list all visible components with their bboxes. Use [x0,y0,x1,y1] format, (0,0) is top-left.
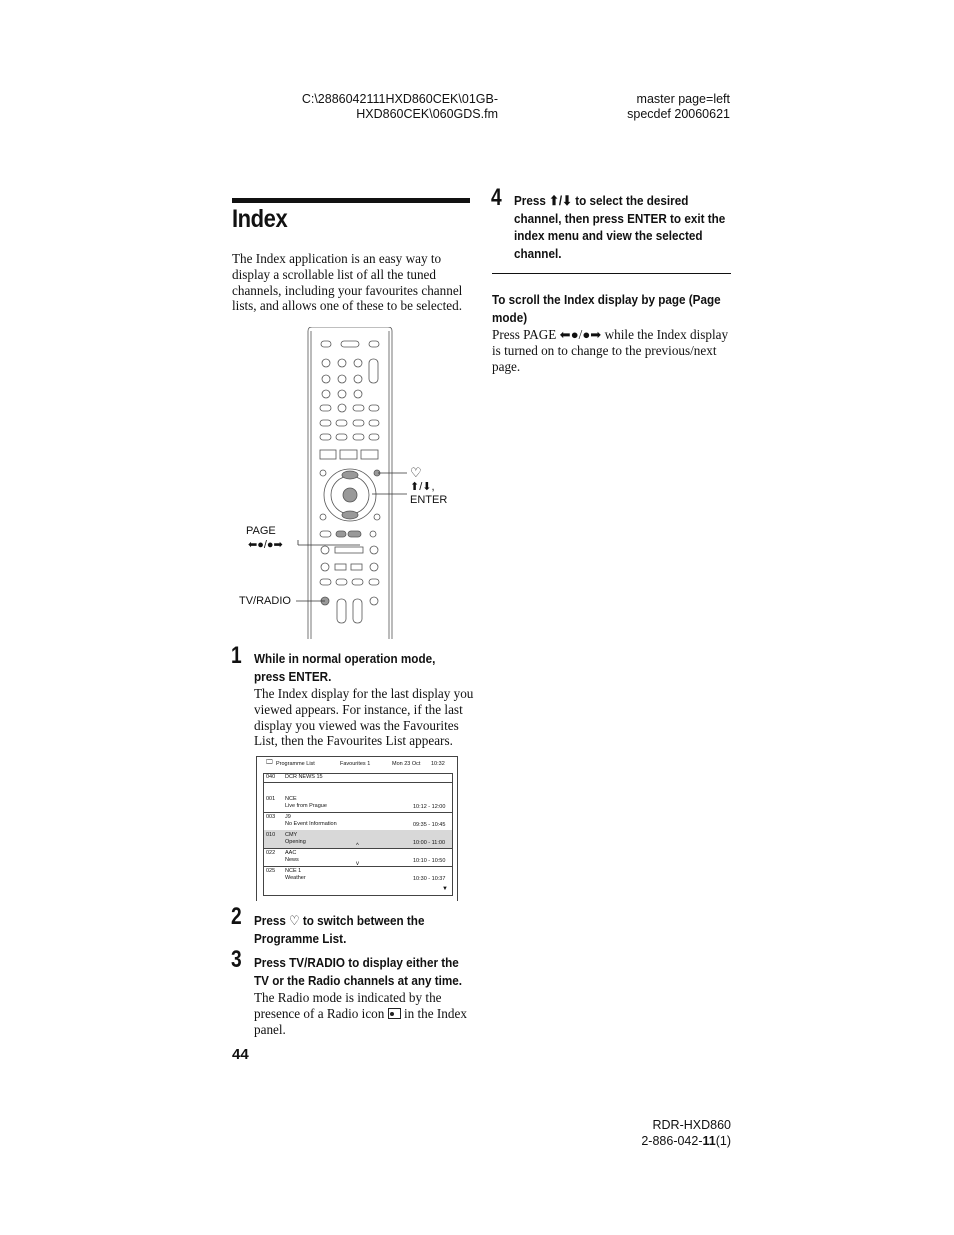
step-heading [514,192,725,262]
step-body [254,990,474,1037]
step-heading-line: channel. [514,245,562,261]
file-path-line1: C:\2886042111HXD860CEK\01GB- [301,92,498,106]
current-channel-row [264,774,452,783]
list-item [264,812,452,831]
subsection-body-line: is turned on to change to the previous/next [492,342,717,358]
master-page-line1: master page=left [636,92,730,106]
subsection-heading [492,291,721,326]
step-body-line: List, then the Favourites List appears. [254,733,453,749]
step-heading-line: Press TV/RADIO to display either the [254,955,459,970]
step-heading [254,650,435,685]
file-path-line2: HXD860CEK\060GDS.fm [356,107,498,121]
step-heading-line: index menu and view the selected [514,228,703,243]
tv-icon: 🖵 [266,759,273,766]
step-number: 1 [231,642,242,669]
step-heading-line [254,912,424,930]
channel-number: 025 [266,868,276,874]
programme-times: 10:00 - 11:00 [413,840,446,846]
programme-list-title: Programme List [276,761,315,767]
page-arrows-label: ⬅●/●➡ [248,539,283,551]
scroll-down-icon: ▼ [442,886,448,892]
intro-line: channels, including your favourites channel [232,282,463,298]
step-heading-line: channel, then press ENTER to exit the [514,210,726,226]
intro-line: display a scrollable list of all the tuned [232,266,436,282]
section-divider [492,273,731,274]
document-code-suffix: (1) [715,1134,731,1148]
intro-line: The Index application is an easy way to [232,251,442,266]
channel-number: 040 [266,774,276,780]
channel-number: 003 [266,814,276,820]
step-heading [254,912,424,947]
channel-name: AAC [285,850,297,856]
footer-model-info [560,1117,731,1149]
intro-line: lists, and allows one of these to be selected. [232,298,462,314]
list-item [264,794,452,813]
screen-date: Mon 23 Oct [392,761,421,767]
channel-name: J9 [285,814,291,820]
document-code-bold: 11 [702,1134,716,1148]
programme-times: 10:30 - 10:37 [413,876,446,882]
step-number: 3 [231,946,242,973]
master-page-line2: specdef 20060621 [627,107,730,121]
subsection-heading-line: To scroll the Index display by page (Page [492,292,721,307]
step-heading-line: Programme List. [254,930,347,946]
file-path [250,92,498,122]
heart-icon: ♡ [410,465,422,480]
step-body [254,686,474,749]
step-number: 4 [491,184,502,211]
step-body-line: viewed appears. For instance, if the last [254,701,463,717]
step-body-line: The Radio mode is indicated by the [254,990,442,1005]
step-number: 2 [231,903,242,930]
step-heading [254,954,462,989]
screen-time: 10:32 [431,761,445,767]
radio-icon [388,1008,401,1019]
index-screen-header [257,756,457,771]
cursor-up-indicator: ^ [356,843,359,849]
step-body-line: The Index display for the last display you [254,686,474,701]
cursor-down-indicator: v [356,861,359,867]
step-heading-line: press ENTER. [254,668,332,684]
model-number: RDR-HXD860 [652,1118,731,1132]
step-heading-line: Press ⬆/⬇ to select the desired [514,193,689,208]
intro-paragraph [232,251,472,314]
step-body-text: in the Index [400,1005,467,1021]
heart-icon: ♡ [289,913,300,928]
channel-list-frame [263,773,453,896]
step-heading-line: While in normal operation mode, [254,651,436,666]
programme-name: No Event Information [285,821,337,827]
master-page-info [560,92,730,122]
programme-name: News [285,857,299,863]
step-heading-text: to switch between the [299,913,425,928]
step-body-line [254,1006,474,1022]
step-heading-line: TV or the Radio channels at any time. [254,972,463,988]
title-rule [232,198,470,203]
document-code-prefix: 2-886-042- [641,1134,703,1148]
subsection-heading-line: mode) [492,309,528,325]
channel-name: NCE 1 [285,868,302,874]
enter-label: ENTER [410,494,448,506]
programme-times: 10:12 - 12:00 [413,804,446,810]
channel-number: 010 [266,832,276,838]
step-body-text: presence of a Radio icon [254,1005,385,1021]
step-heading-text: Press [254,913,290,928]
subsection-body-line: page. [492,358,521,374]
channel-name: DCR NEWS 15 [285,774,323,780]
programme-name: Live from Prague [285,803,327,809]
index-screen-illustration [256,756,458,901]
updown-arrows-label: ⬆/⬇, [410,481,435,493]
programme-name: Weather [285,875,306,881]
programme-times: 10:10 - 10:50 [413,858,446,864]
channel-name: NCE [285,796,297,802]
page-title: Index [232,205,288,233]
tvradio-label: TV/RADIO [239,595,291,607]
page-label: PAGE [246,525,276,537]
subsection-body [492,327,732,374]
channel-number: 022 [266,850,276,856]
step-body-line: panel. [254,1021,286,1037]
subsection-body-line: Press PAGE ⬅●/●➡ while the Index display [492,327,729,342]
list-item [264,866,452,884]
page-number: 44 [232,1046,249,1063]
document-code [560,1133,731,1149]
programme-name: Opening [285,839,306,845]
favourites-list-name: Favourites 1 [340,761,371,767]
programme-times: 09:35 - 10:45 [413,822,446,828]
channel-number: 001 [266,796,276,802]
step-body-line: display you viewed was the Favourites [254,717,459,733]
channel-name: CMY [285,832,298,838]
